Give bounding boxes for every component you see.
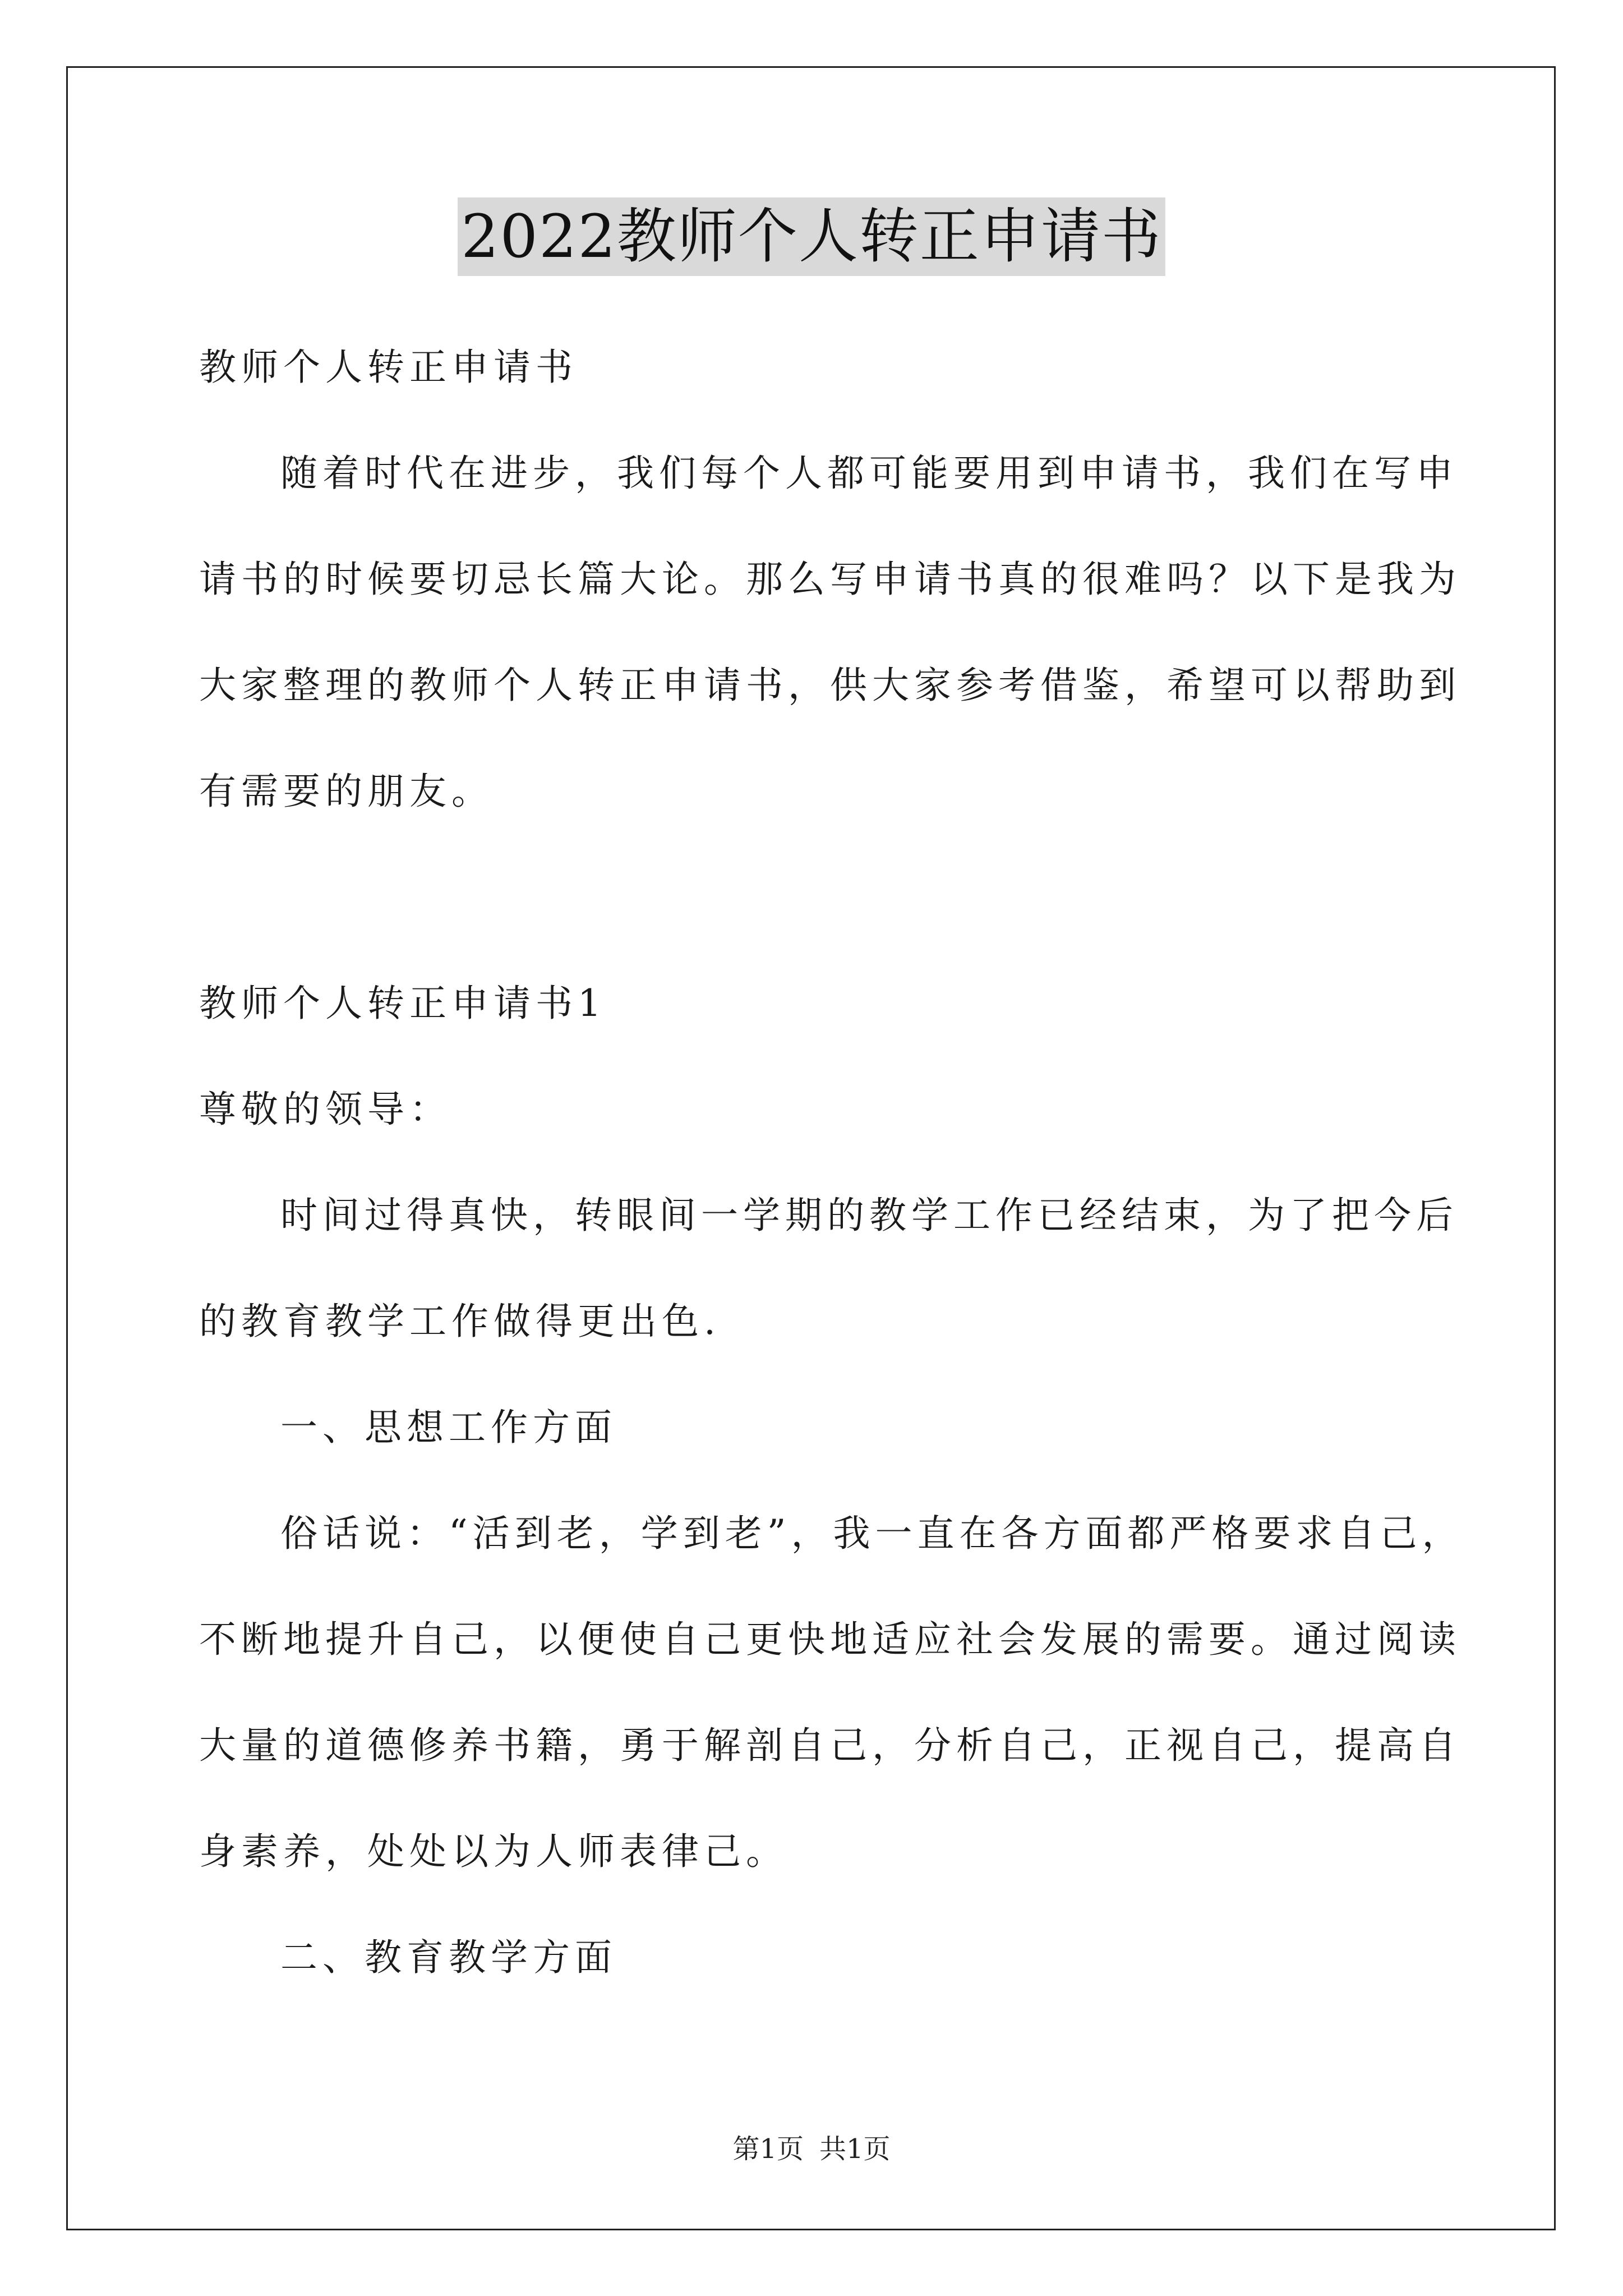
paragraph-line: 有需要的朋友。	[199, 770, 494, 813]
salutation: 尊敬的领导：	[199, 1088, 451, 1131]
page-footer	[0, 2129, 1623, 2169]
subtitle-line: 教师个人转正申请书	[199, 346, 578, 389]
paragraph-line: 请书的时候要切忌长篇大论。那么写申请书真的很难吗？以下是我为	[199, 558, 1461, 601]
paragraph-line: 的教育教学工作做得更出色.	[199, 1300, 721, 1343]
page-total: 共1页	[819, 2133, 891, 2165]
page-number: 第1页	[732, 2133, 804, 2165]
subheading-teaching: 二、教育教学方面	[280, 1936, 617, 1979]
paragraph-line: 随着时代在进步，我们每个人都可能要用到申请书，我们在写申	[280, 452, 1458, 495]
title-container	[0, 197, 1623, 276]
paragraph-line: 俗话说：“活到老，学到老”，我一直在各方面都严格要求自己，	[280, 1512, 1464, 1555]
paragraph-line: 不断地提升自己，以便使自己更快地适应社会发展的需要。通过阅读	[199, 1618, 1461, 1661]
paragraph-line: 时间过得真快，转眼间一学期的教学工作已经结束，为了把今后	[280, 1194, 1458, 1237]
section-spacer	[199, 844, 1427, 950]
subheading-thought-work: 一、思想工作方面	[280, 1406, 617, 1449]
document-title: 2022教师个人转正申请书	[458, 197, 1165, 276]
paragraph-line: 身素养，处处以为人师表律己。	[199, 1830, 788, 1873]
section-heading: 教师个人转正申请书1	[199, 982, 606, 1025]
document-body	[199, 314, 1464, 2010]
paragraph-line: 大量的道德修养书籍，勇于解剖自己，分析自己，正视自己，提高自	[199, 1724, 1461, 1767]
paragraph-line: 大家整理的教师个人转正申请书，供大家参考借鉴，希望可以帮助到	[199, 664, 1461, 707]
